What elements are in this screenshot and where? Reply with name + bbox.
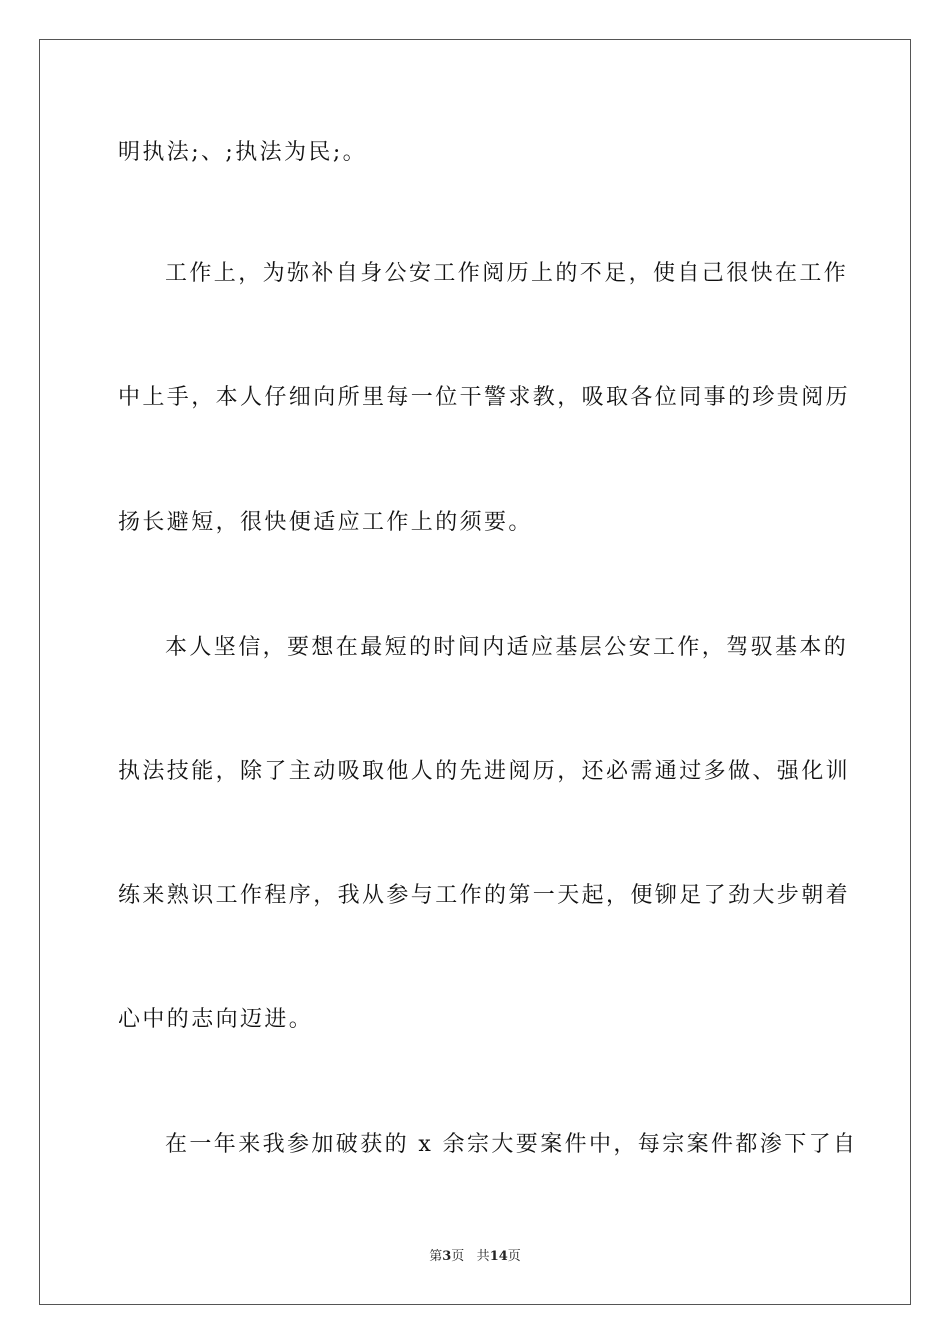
text-line-7: 练来熟识工作程序，我从参与工作的第一天起，便铆足了劲大步朝着 xyxy=(118,883,851,908)
footer-total-prefix: 共 xyxy=(476,1249,490,1264)
footer-total-suffix: 页 xyxy=(507,1249,521,1264)
text-line-8: 心中的志向迈进。 xyxy=(118,1007,314,1032)
text-line-9: 在一年来我参加破获的 x 余宗大要案件中，每宗案件都渗下了自 xyxy=(165,1132,858,1157)
page-footer xyxy=(0,1248,950,1266)
text-line-4: 扬长避短，很快便适应工作上的须要。 xyxy=(118,510,533,535)
text-line-2: 工作上，为弥补自身公安工作阅历上的不足，使自己很快在工作 xyxy=(165,261,849,286)
footer-prefix: 第 xyxy=(429,1249,443,1264)
text-line-3: 中上手，本人仔细向所里每一位干警求教，吸取各位同事的珍贵阅历 xyxy=(118,385,851,410)
total-pages-number: 14 xyxy=(489,1249,508,1264)
text-line-1: 明执法;、;执法为民;。 xyxy=(118,140,368,165)
text-line-6: 执法技能，除了主动吸取他人的先进阅历，还必需通过多做、强化训 xyxy=(118,759,851,784)
footer-page-suffix: 页 xyxy=(451,1249,465,1264)
page-border xyxy=(39,39,911,1305)
text-line-5: 本人坚信，要想在最短的时间内适应基层公安工作，驾驭基本的 xyxy=(165,635,849,660)
current-page-number: 3 xyxy=(442,1249,452,1264)
